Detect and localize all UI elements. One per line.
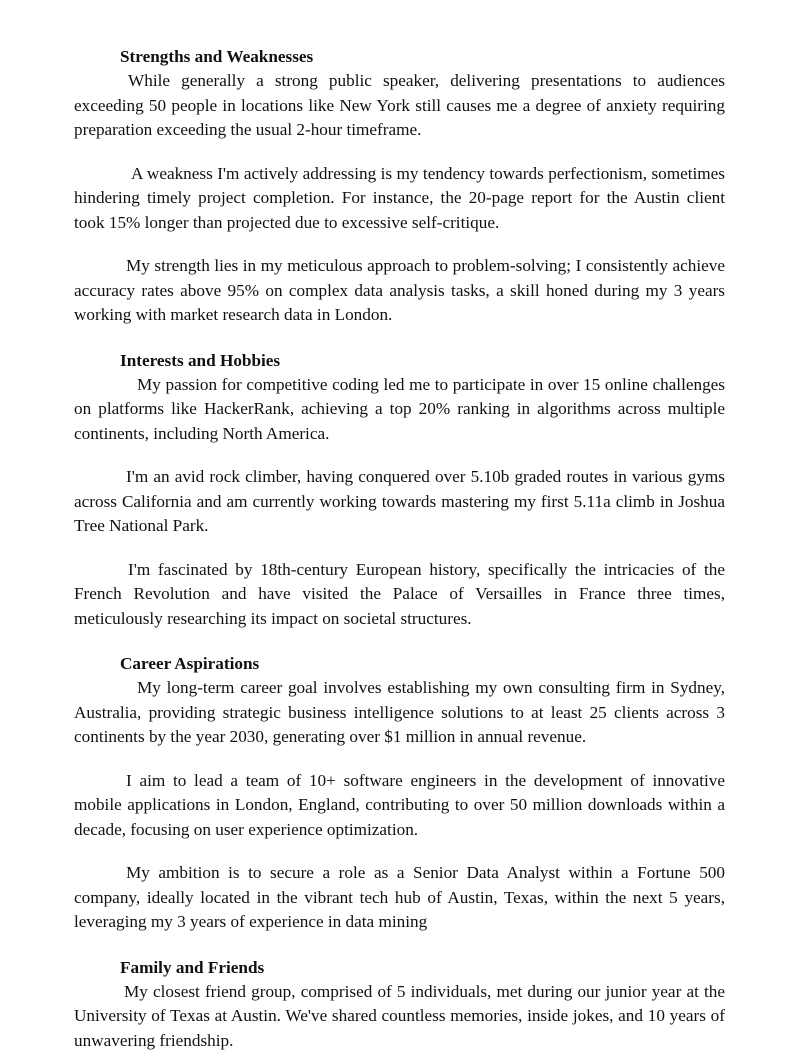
document-page — [74, 45, 725, 1053]
paragraph: I'm fascinated by 18th-century European history, specifically the intricacies of the French Revolution and have visited the Palace of Versailles in France three times, meticulously researching its impact on societal structures. — [74, 558, 725, 632]
paragraph: My long-term career goal involves establishing my own consulting firm in Sydney, Australia, providing strategic business intelligence solutions to at least 25 clients across 3 continents by the year 2030, generating over $1 million in annual revenue. — [74, 676, 725, 750]
section-strengths-weaknesses — [74, 45, 725, 328]
section-heading: Interests and Hobbies — [74, 349, 725, 373]
section-career-aspirations — [74, 652, 725, 935]
paragraph: I'm an avid rock climber, having conquered over 5.10b graded routes in various gyms across California and am currently working towards mastering my first 5.11a climb in Joshua Tree National Park. — [74, 465, 725, 539]
paragraph: My ambition is to secure a role as a Senior Data Analyst within a Fortune 500 company, ideally located in the vibrant tech hub of Austin, Texas, within the next 5 years, leveraging my 3 years of experience in data mining — [74, 861, 725, 935]
section-heading: Family and Friends — [74, 956, 725, 980]
paragraph: I aim to lead a team of 10+ software engineers in the development of innovative mobile applications in London, England, contributing to over 50 million downloads within a decade, focusing on user experience optimization. — [74, 769, 725, 843]
section-heading: Strengths and Weaknesses — [74, 45, 725, 69]
section-family-friends — [74, 956, 725, 1053]
paragraph: My passion for competitive coding led me to participate in over 15 online challenges on platforms like HackerRank, achieving a top 20% ranking in algorithms across multiple continents, including North America. — [74, 373, 725, 447]
paragraph: My strength lies in my meticulous approach to problem-solving; I consistently achieve accuracy rates above 95% on complex data analysis tasks, a skill honed during my 3 years working with market research data in London. — [74, 254, 725, 328]
section-interests-hobbies — [74, 349, 725, 632]
paragraph: A weakness I'm actively addressing is my tendency towards perfectionism, sometimes hindering timely project completion. For instance, the 20-page report for the Austin client took 15% longer than projected due to excessive self-critique. — [74, 162, 725, 236]
paragraph: While generally a strong public speaker, delivering presentations to audiences exceeding 50 people in locations like New York still causes me a degree of anxiety requiring preparation exceeding the usual 2-hour timeframe. — [74, 69, 725, 143]
paragraph: My closest friend group, comprised of 5 individuals, met during our junior year at the University of Texas at Austin. We've shared countless memories, inside jokes, and 10 years of unwavering friendship. — [74, 980, 725, 1053]
section-heading: Career Aspirations — [74, 652, 725, 676]
